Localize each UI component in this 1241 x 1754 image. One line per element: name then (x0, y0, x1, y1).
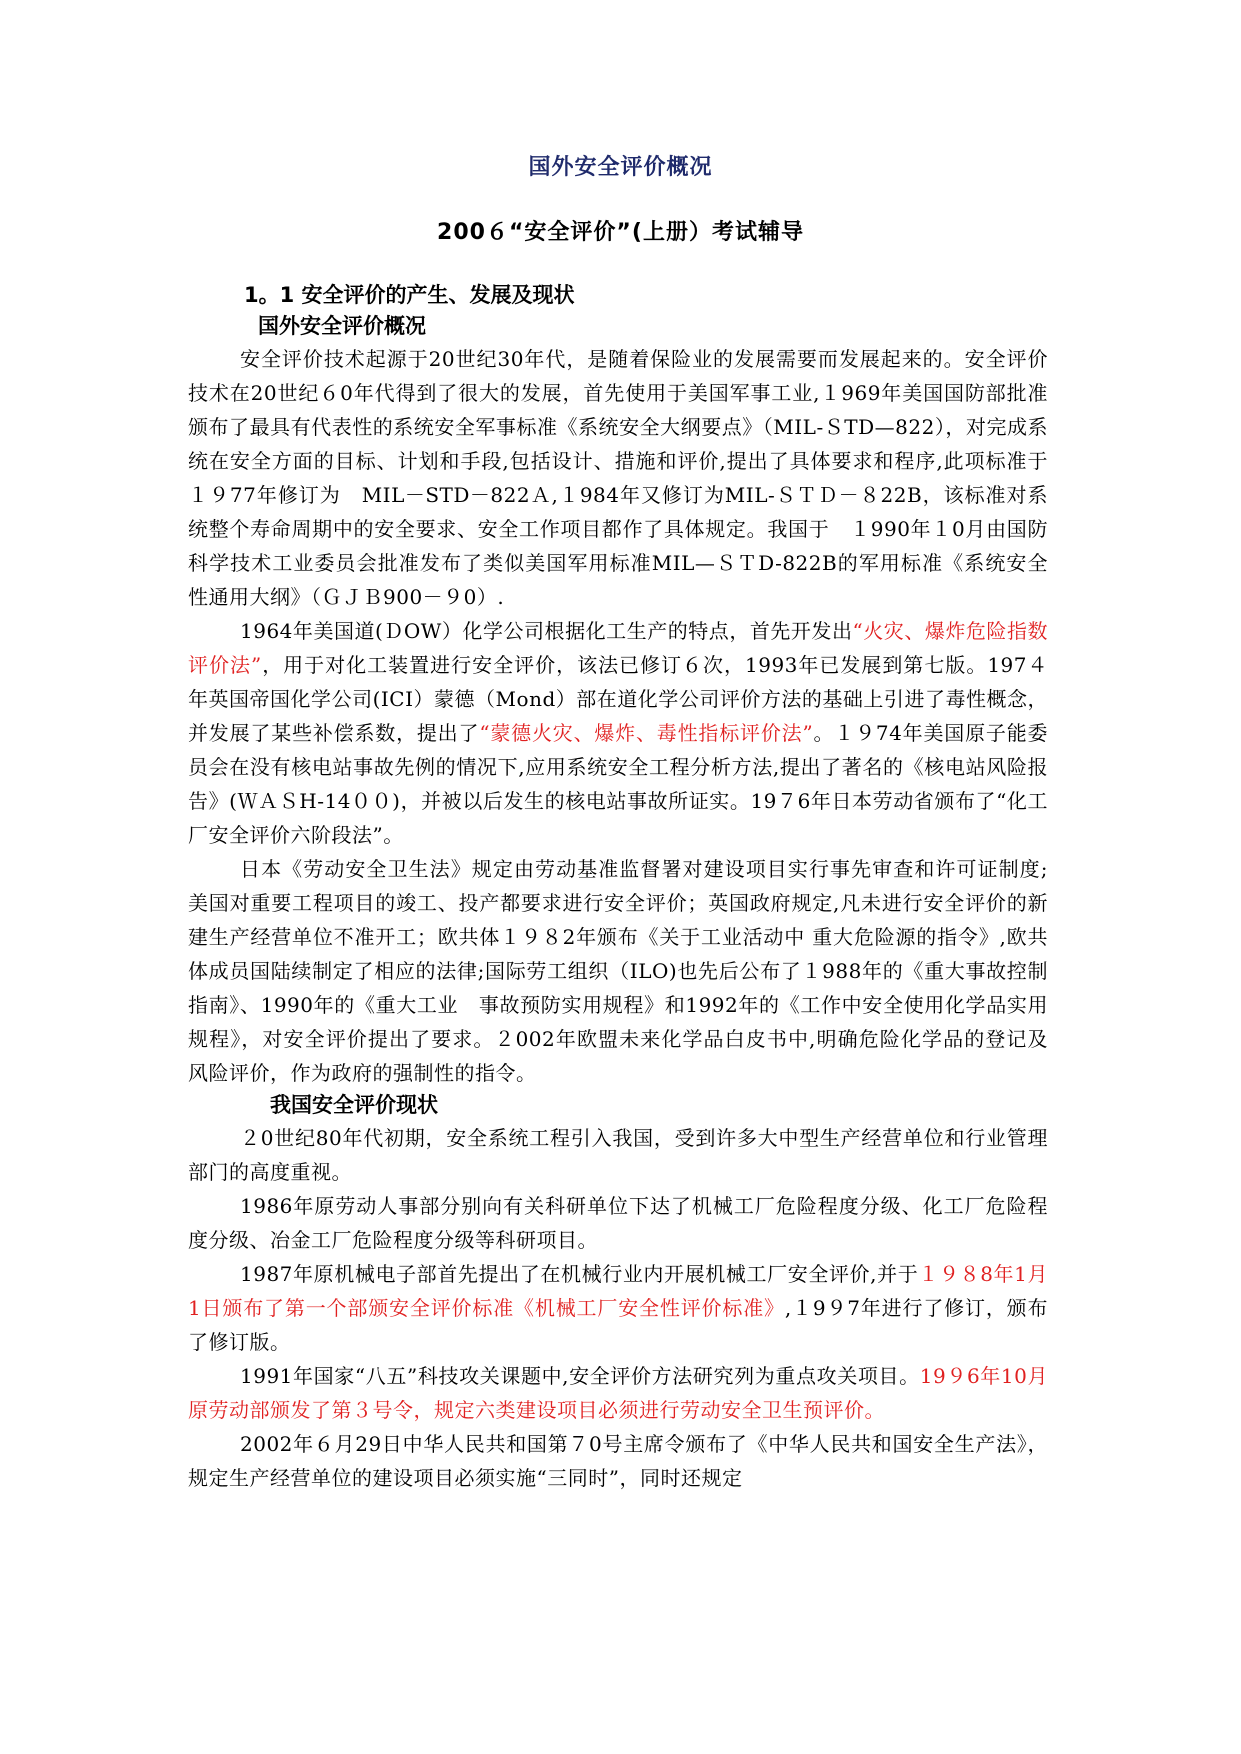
text-segment: ,１9９7年进行了修订，颁布了修订版。 (188, 1296, 1048, 1354)
text-segment: 1991年国家“八五”科技攻关课题中,安全评价方法研究列为重点攻关项目。 (240, 1364, 920, 1388)
paragraph (188, 1257, 1048, 1359)
highlighted-text: “蒙德火灾、爆炸、毒性指标评价法” (479, 721, 814, 745)
paragraph (188, 852, 1089, 1090)
document-body (188, 280, 1089, 1495)
paragraph (188, 1427, 1048, 1495)
section-heading: 1。1 安全评价的产生、发展及现状 (244, 283, 575, 307)
highlighted-text: １９８8年1月1日颁布了第一个部颁安全评价标准《机械工厂安全性评价标准》 (188, 1262, 1049, 1320)
paragraph (188, 1121, 1048, 1189)
subsection-heading-domestic: 我国安全评价现状 (270, 1093, 438, 1117)
highlighted-text: 19９6年10月原劳动部颁发了第３号令，规定六类建设项目必须进行劳动安全卫生预评价。 (188, 1364, 1048, 1422)
text-segment: 2002年６月29日中华人民共和国第７0号主席令颁布了《中华人民共和国安全生产法》，规定生产经营单位的建设项目必须实施“三同时”，同时还规定 (188, 1432, 1048, 1490)
subsection-heading-foreign: 国外安全评价概况 (258, 314, 426, 338)
text-segment: 1964年美国道(ＤOW）化学公司根据化工生产的特点，首先开发出 (240, 619, 853, 643)
paragraph (188, 1189, 1048, 1257)
highlighted-text: “火灾、爆炸危险指数评价法” (188, 619, 1048, 677)
text-segment: 。１９74年美国原子能委员会在没有核电站事故先例的情况下,应用系统安全工程分析方法,提出了著名的《核电站风险报告》(ＷＡＳH-14００)，并被以后发生的核电站事故所证实。19７6年日本劳动省颁布了“化工厂安全评价六阶段法”。 (188, 721, 1049, 847)
document-title: 国外安全评价概况 (528, 155, 713, 180)
paragraph (188, 342, 1048, 614)
document-subtitle: 200６“安全评价”(上册）考试辅导 (437, 220, 804, 245)
text-segment: ，用于对化工装置进行安全评价，该法已修订６次，1993年已发展到第七版。197４年英国帝国化学公司(ICI）蒙德（Mond）部在道化学公司评价方法的基础上引进了毒性概念，并发展了某些补偿系数，提出了 (188, 653, 1048, 745)
paragraph (188, 614, 1048, 852)
paragraph (188, 1359, 1048, 1427)
text-segment: 安全评价技术起源于20世纪30年代，是随着保险业的发展需要而发展起来的。安全评价技术在20世纪６0年代得到了很大的发展，首先使用于美国军事工业,１969年美国国防部批准颁布了最具有代表性的系统安全军事标准《系统安全大纲要点》（MIL-ＳTD—822），对完成系统在安全方面的目标、计划和手段,包括设计、措施和评价,提出了具体要求和程序,此项标准于１９77年修订为 MIL－STD－822Ａ,１984年又修订为MIL-ＳＴＤ－８22B，该标准对系统整个寿命周期中的安全要求、安全工作项目都作了具体规定。我国于 １990年１0月由国防科学技术工业委员会批准发布了类似美国军用标准MIL—ＳＴD-822B的军用标准《系统安全性通用大纲》（ＧＪＢ900－９0）. (188, 347, 1048, 609)
text-segment: ２0世纪80年代初期，安全系统工程引入我国，受到许多大中型生产经营单位和行业管理部门的高度重视。 (188, 1126, 1048, 1184)
text-segment: 1986年原劳动人事部分别向有关科研单位下达了机械工厂危险程度分级、化工厂危险程度分级、冶金工厂危险程度分级等科研项目。 (188, 1194, 1048, 1252)
text-segment: 日本《劳动安全卫生法》规定由劳动基准监督署对建设项目实行事先审查和许可证制度; 美国对重要工程项目的竣工、投产都要求进行安全评价；英国政府规定,凡未进行安全评价的新建生产经营单位不准开工；欧共体１９８2年颁布《关于工业活动中 重大危险源的指令》,欧共体成员国陆续制定了相应的法律;国际劳工组织（ILO)也先后公布了１988年的《重大事故控制指南》、1990年的《重大工业 事故预防实用规程》和1992年的《工作中安全使用化学品实用规程》，对安全评价提出了要求。２002年欧盟未来化学品白皮书中,明确危险化学品的登记及 风险评价，作为政府的强制性的指令。 (188, 857, 1089, 1085)
text-segment: 1987年原机械电子部首先提出了在机械行业内开展机械工厂安全评价,并于 (240, 1262, 919, 1286)
